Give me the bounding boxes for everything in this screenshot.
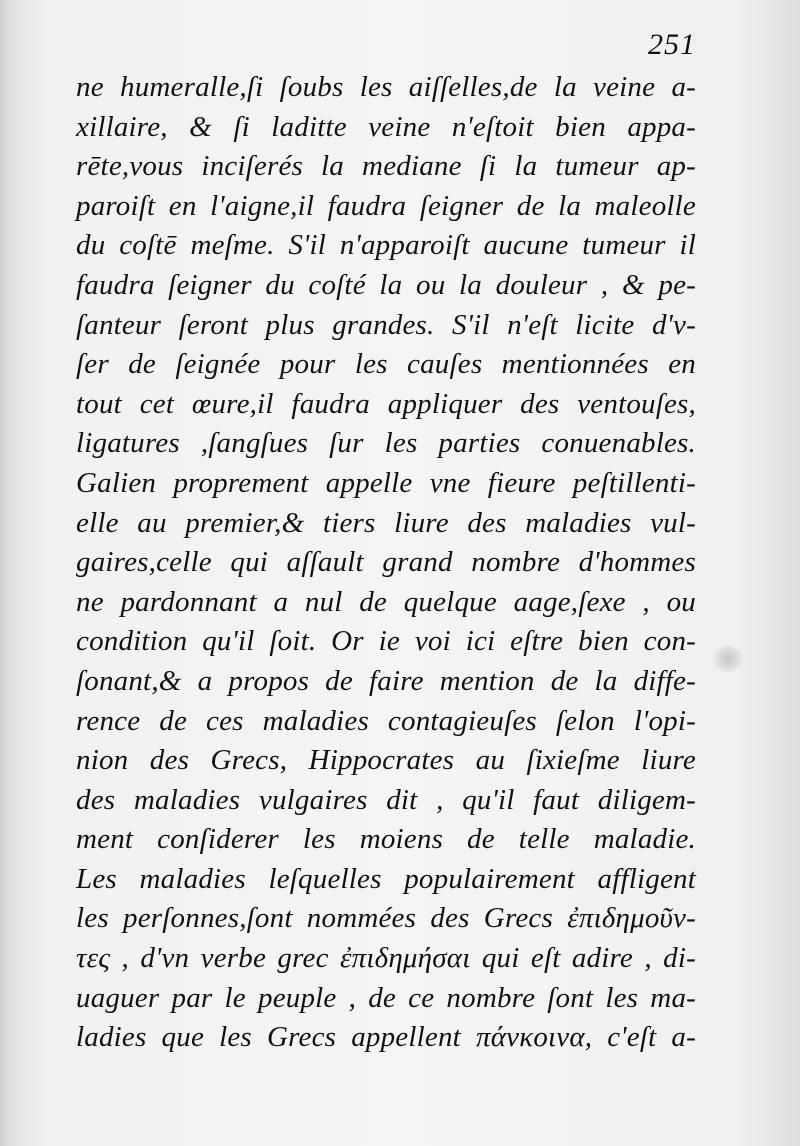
text-line: du coſtē meſme. S'il n'apparoiſt aucune tumeur il — [76, 229, 696, 262]
text-line: faudra ſeigner du coſté la ou la douleur , & pe- — [76, 268, 696, 301]
text-line: rēte,vous inciſerés la mediane ſi la tumeur ap- — [76, 150, 696, 183]
text-line: Les maladies leſquelles populairement affligent — [76, 862, 696, 895]
text-line: ment conſiderer les moiens de telle maladie. — [76, 823, 696, 856]
page-edge-shadow — [0, 0, 10, 1146]
text-line: paroiſt en l'aigne,il faudra ſeigner de la maleolle — [76, 189, 696, 222]
text-line: xillaire, & ſi laditte veine n'eſtoit bien appa- — [76, 110, 696, 143]
body-text — [76, 68, 696, 1058]
text-line: des maladies vulgaires dit , qu'il faut diligem- — [76, 783, 696, 816]
text-line: τες , d'vn verbe grec ἐπιδημήσαι qui eſt adire , di- — [76, 942, 696, 975]
text-line: condition qu'il ſoit. Or ie voi ici eſtre bien con- — [76, 625, 696, 658]
text-line: ligatures ,ſangſues ſur les parties conuenables. — [76, 427, 696, 460]
text-line: ſanteur ſeront plus grandes. S'il n'eſt licite d'v- — [76, 308, 696, 341]
page-number: 251 — [648, 28, 696, 61]
text-line: ne humeralle,ſi ſoubs les aiſſelles,de la veine a- — [76, 71, 696, 103]
text-line: ne pardonnant a nul de quelque aage,ſexe , ou — [76, 585, 696, 618]
text-line: ſonant,& a propos de faire mention de la diffe- — [76, 664, 696, 697]
ink-blot — [713, 646, 743, 672]
text-line: rence de ces maladies contagieuſes ſelon l'opi- — [76, 704, 696, 737]
text-line: nion des Grecs, Hippocrates au ſixieſme liure — [76, 744, 696, 777]
text-line: les perſonnes,ſont nommées des Grecs ἐπιδημοῦν- — [76, 902, 696, 935]
text-line: uaguer par le peuple , de ce nombre ſont les ma- — [76, 981, 696, 1014]
text-line: tout cet œure,il faudra appliquer des ventouſes, — [76, 387, 696, 420]
text-line: ſer de ſeignée pour les cauſes mentionnées en — [76, 348, 696, 381]
text-line: elle au premier,& tiers liure des maladies vul- — [76, 506, 696, 539]
text-line: gaires,celle qui aſſault grand nombre d'hommes — [76, 546, 696, 579]
text-line: ladies que les Grecs appellent πάνκοινα, c'eſt a- — [76, 1021, 696, 1054]
text-line: Galien proprement appelle vne fieure peſtillenti- — [76, 466, 696, 499]
